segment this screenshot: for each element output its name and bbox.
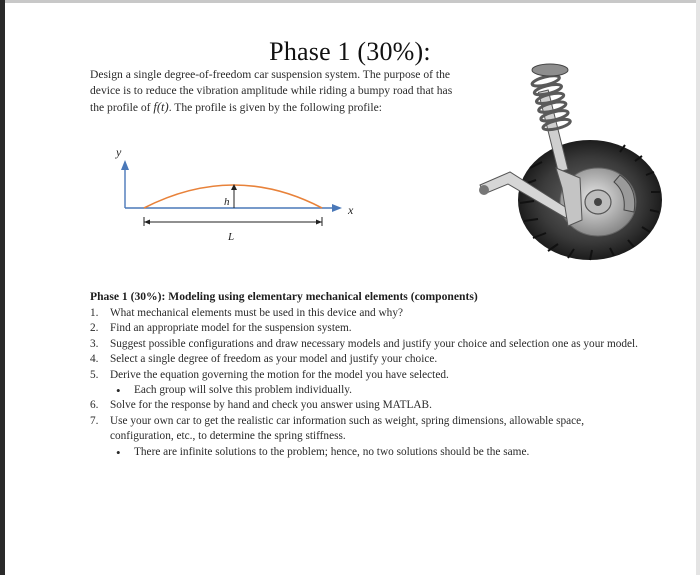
right-edge-bar [696,0,700,575]
length-arrow-left [144,220,150,225]
length-arrow-right [316,220,322,225]
coil-spring [531,74,571,132]
list-item-number: 5. [90,368,99,381]
list-item-number: 4. [90,353,99,366]
task-list [90,306,650,460]
list-item [90,398,650,413]
height-label: h [224,196,230,208]
bullet-item-text: There are infinite solutions to the problem; hence, no two solutions should be the same. [134,445,530,458]
page-title: Phase 1 (30%): [269,37,431,67]
x-axis-arrowhead [332,204,342,212]
list-item-number: 7. [90,414,99,427]
y-axis-label: y [116,145,122,159]
left-edge-bar [0,0,5,575]
x-axis-label: x [348,203,354,217]
arm-bushing [479,185,489,195]
hub-center [594,198,602,206]
list-item [90,306,650,321]
list-item-number: 1. [90,307,99,319]
strut-top-mount [532,64,568,76]
length-label: L [228,231,235,243]
list-item [90,321,650,336]
car-suspension-illustration [470,60,670,265]
bullet-item [90,445,650,460]
list-item [90,368,650,383]
intro-text-end: . The profile is given by the following profile: [168,101,382,114]
list-item-text: Select a single degree of freedom as your model and justify your choice. [110,353,438,366]
bullet-dot: • [116,444,121,460]
road-profile-figure [100,140,370,250]
intro-math-function: f(t) [153,100,169,114]
list-item-number: 3. [90,337,99,350]
list-item-text: Derive the equation governing the motion for the model you have selected. [110,368,449,381]
list-item-text: What mechanical elements must be used in this device and why? [110,307,403,319]
list-item [90,414,650,445]
bullet-item [90,383,650,398]
list-item-text: Solve for the response by hand and check you answer using MATLAB. [110,399,432,412]
top-rule [0,0,700,3]
list-item [90,337,650,352]
list-item-text: Find an appropriate model for the suspension system. [110,322,352,335]
list-item-text: Use your own car to get the realistic car information such as weight, spring dimensions, allowable space, configuration, etc., to determine the spring stiffness. [110,414,585,443]
bullet-item-text: Each group will solve this problem individually. [134,384,352,397]
intro-paragraph [90,67,468,116]
list-item-text: Suggest possible configurations and draw necessary models and justify your choice and selection one as your model. [110,337,639,350]
y-axis-arrowhead [121,160,129,170]
bullet-dot: • [116,383,121,399]
list-item-number: 6. [90,399,99,412]
list-item-number: 2. [90,322,99,335]
section-heading: Phase 1 (30%): Modeling using elementary mechanical elements (components) [90,290,478,303]
list-item [90,352,650,367]
intro-text-start: Design a single degree-of-freedom car suspension system. The purpose of the device is to reduce the vibration amplitude while riding a bumpy road that has the profile of [90,68,453,114]
